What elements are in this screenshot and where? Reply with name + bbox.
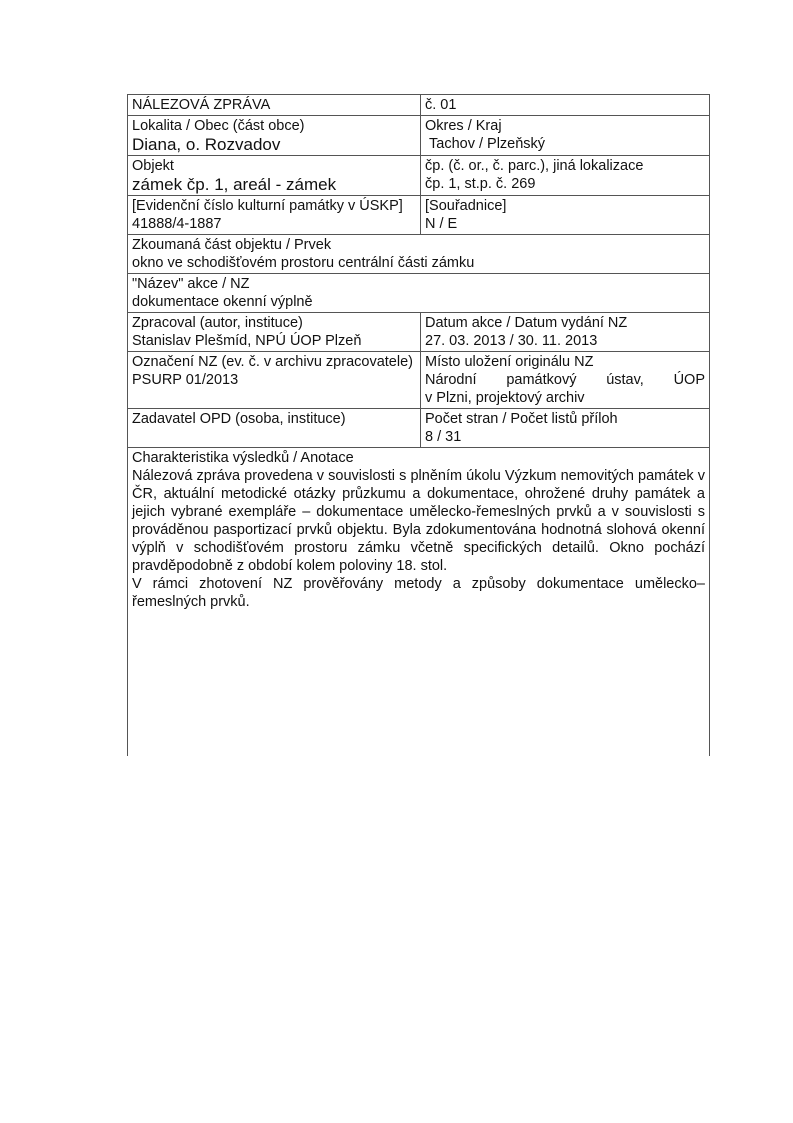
date-cell xyxy=(421,313,710,352)
coords-value: N / E xyxy=(425,216,458,232)
row-client xyxy=(128,409,710,448)
action-label: "Název" akce / NZ xyxy=(132,276,250,292)
row-annotation xyxy=(128,448,710,757)
designation-cell xyxy=(128,352,421,409)
row-part xyxy=(128,235,710,274)
part-cell xyxy=(128,235,710,274)
designation-value: PSURP 01/2013 xyxy=(132,372,239,388)
row-designation xyxy=(128,352,710,409)
annotation-paragraph-2: V rámci zhotovení NZ prověřovány metody a způsoby dokumentace umělecko–řemeslných prvků. xyxy=(132,576,705,610)
cp-label: čp. (č. or., č. parc.), jiná lokalizace xyxy=(425,158,644,174)
client-cell xyxy=(128,409,421,448)
district-value: Tachov / Plzeňský xyxy=(429,136,546,152)
evidence-label: [Evidenční číslo kulturní památky v ÚSKP] xyxy=(132,198,403,214)
action-value: dokumentace okenní výplně xyxy=(132,294,313,310)
locality-cell xyxy=(128,116,421,156)
author-cell xyxy=(128,313,421,352)
storage-label: Místo uložení originálu NZ xyxy=(425,354,594,370)
locality-value: Diana, o. Rozvadov xyxy=(132,135,281,154)
pages-value: 8 / 31 xyxy=(425,429,462,445)
object-cell xyxy=(128,156,421,196)
part-label: Zkoumaná část objektu / Prvek xyxy=(132,237,332,253)
author-label: Zpracoval (autor, instituce) xyxy=(132,315,303,331)
storage-cell xyxy=(421,352,710,409)
row-title xyxy=(128,95,710,116)
cp-cell xyxy=(421,156,710,196)
row-action xyxy=(128,274,710,313)
client-label: Zadavatel OPD (osoba, instituce) xyxy=(132,411,346,427)
locality-label: Lokalita / Obec (část obce) xyxy=(132,118,305,134)
action-cell xyxy=(128,274,710,313)
coords-label: [Souřadnice] xyxy=(425,198,507,214)
row-author xyxy=(128,313,710,352)
annotation-cell xyxy=(128,448,710,757)
date-label: Datum akce / Datum vydání NZ xyxy=(425,315,628,331)
object-value: zámek čp. 1, areál - zámek xyxy=(132,175,337,194)
annotation-paragraph-1: Nálezová zpráva provedena v souvislosti s plněním úkolu Výzkum nemovitých památek v ČR, aktuální metodické otázky průzkumu a dokumentace, ohrožené druhy památek a jejich vybrané exempláře – dokumentace umělecko-řemeslných prvků a v souvislosti s prováděnou pasportizací prvků objektu. Byla zdokumentována hodnotná slohová okenní výplň v schodišťovém prostoru zámku včetně specifických detailů. Okno pochází pravděpodobně z období kolem poloviny 18. stol. xyxy=(132,468,705,574)
pages-cell xyxy=(421,409,710,448)
cp-value: čp. 1, st.p. č. 269 xyxy=(425,176,536,192)
row-locality xyxy=(128,116,710,156)
report-title: NÁLEZOVÁ ZPRÁVA xyxy=(128,95,421,116)
part-value: okno ve schodišťovém prostoru centrální části zámku xyxy=(132,255,475,271)
row-evidence xyxy=(128,196,710,235)
storage-value-2: v Plzni, projektový archiv xyxy=(425,390,585,406)
designation-label: Označení NZ (ev. č. v archivu zpracovatele) xyxy=(132,354,413,370)
storage-value-1: Národní památkový ústav, ÚOP xyxy=(425,372,705,388)
row-object xyxy=(128,156,710,196)
coords-cell xyxy=(421,196,710,235)
pages-label: Počet stran / Počet listů příloh xyxy=(425,411,618,427)
report-number: č. 01 xyxy=(421,95,710,116)
district-label: Okres / Kraj xyxy=(425,118,502,134)
evidence-value: 41888/4-1887 xyxy=(132,216,222,232)
report-form-table xyxy=(127,94,710,756)
author-value: Stanislav Plešmíd, NPÚ ÚOP Plzeň xyxy=(132,333,362,349)
annotation-label: Charakteristika výsledků / Anotace xyxy=(132,450,354,466)
object-label: Objekt xyxy=(132,158,174,174)
evidence-cell xyxy=(128,196,421,235)
date-value: 27. 03. 2013 / 30. 11. 2013 xyxy=(425,333,598,349)
district-cell xyxy=(421,116,710,156)
